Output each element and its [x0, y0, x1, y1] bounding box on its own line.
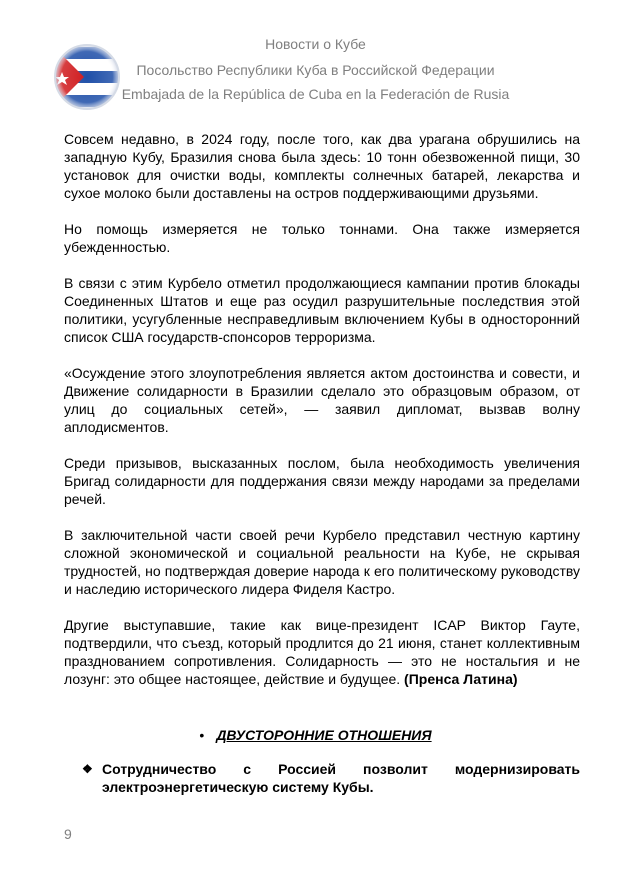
paragraph-final — [64, 616, 580, 688]
section-heading — [0, 727, 631, 743]
header-title: Новости о Кубе — [265, 36, 366, 52]
page-number: 9 — [64, 826, 72, 842]
paragraph: В заключительной части своей речи Курбело представил честную картину сложной экономической и социальной реальности на Кубе, не скрывая трудностей, но подтверждая доверие народа к его политическому руководству и наследию исторического лидера Фиделя Кастро. — [64, 527, 580, 597]
paragraph-text: Другие выступавшие, такие как вице-президент ICAP Виктор Гауте, подтвердили, что съезд, который продлится до 21 июня, станет коллективным празднованием сопротивления. Солидарность — это не ностальгия и не лозунг: это общее настоящее, действие и будущее. — [64, 617, 580, 687]
paragraph: В связи с этим Курбело отметил продолжающиеся кампании против блокады Соединенных Штатов и еще раз осудил разрушительные последствия этой политики, усугубленные несправедливым включением Кубы в односторонний список США государств-спонсоров терроризма. — [64, 275, 580, 345]
article-headline — [82, 760, 580, 796]
page-header — [0, 30, 631, 110]
paragraph: «Осуждение этого злоупотребления является актом достоинства и совести, и Движение солидарности в Бразилии сделало это образцовым образом, от улиц до социальных сетей», — заявил дипломат, вызвав волну аплодисментов. — [64, 365, 580, 435]
article-title: Сотрудничество с Россией позволит модернизировать электроэнергетическую систему Кубы. — [102, 761, 580, 795]
source-credit: (Пренса Латина) — [404, 671, 518, 687]
section-title: ДВУСТОРОННИЕ ОТНОШЕНИЯ — [216, 727, 432, 743]
paragraph: Совсем недавно, в 2024 году, после того, как два урагана обрушились на западную Кубу, Бразилия снова была здесь: 10 тонн обезвоженной пищи, 30 установок для очистки воды, комплекты солнечных батарей, лекарства и сухое молоко были доставлены на остров поддерживающими друзьями. — [64, 131, 580, 201]
article-body — [64, 130, 580, 688]
header-embassy-ru: Посольство Республики Куба в Российской Федерации — [136, 62, 495, 78]
diamond-bullet-icon: ❖ — [82, 762, 93, 776]
paragraph: Но помощь измеряется не только тоннами. Она также измеряется убежденностью. — [64, 221, 580, 255]
header-embassy-es: Embajada de la República de Cuba en la Federación de Rusia — [121, 86, 510, 102]
paragraph: Среди призывов, высказанных послом, была необходимость увеличения Бригад солидарности для поддержания связи между народами за пределами речей. — [64, 455, 580, 507]
bullet-icon: • — [199, 727, 205, 743]
